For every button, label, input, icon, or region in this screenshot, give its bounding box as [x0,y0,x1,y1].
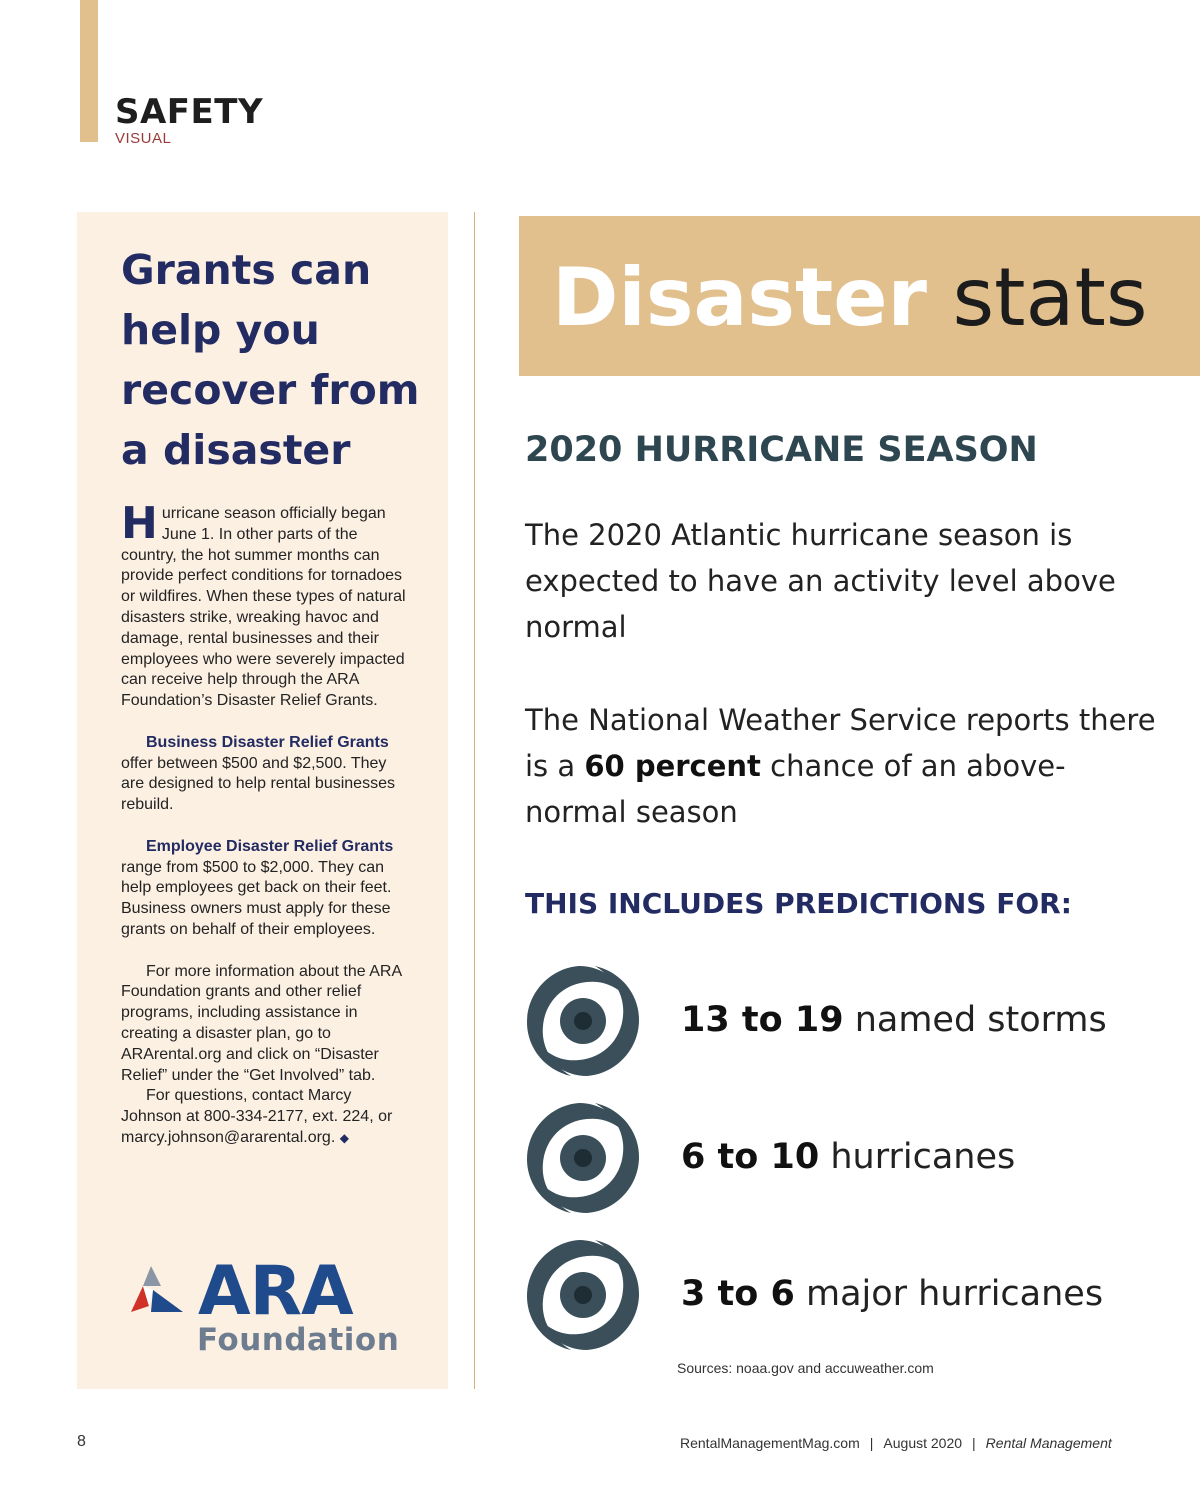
ara-triangle-icon [121,1266,185,1318]
accent-bar [80,0,98,142]
end-mark-icon: ◆ [339,1130,349,1145]
drop-cap: H [121,498,158,549]
more-info-paragraph: For more information about the ARA Foundation grants and other relief programs, including assistance in creating a disaster plan, go to ARArental.org and click on “Disaster Relief” under the “Get Involved” tab. [121,962,402,1084]
section-subtitle: VISUAL [115,130,172,147]
hurricane-icon [521,1236,645,1354]
prediction-text [681,1000,1107,1040]
employee-grants-paragraph [121,837,411,941]
footer-date: August 2020 [883,1435,963,1451]
page-footer [680,1435,1112,1451]
prediction-row [521,962,1161,1082]
hurricane-icon [521,1099,645,1217]
prediction-row [521,1099,1161,1219]
prediction-text [681,1274,1103,1314]
page-number: 8 [77,1433,86,1450]
intro-text: urricane season officially began June 1. In other parts of the country, the hot summer months can provide perfect conditions for tornadoes or wildfires. When these types of natural disasters strike, wreaking havoc and damage, rental businesses and their employees who were severely impacted can receive help through the ARA Foundation’s Disaster Relief Grants. [121,505,406,710]
season-paragraph-1: The 2020 Atlantic hurricane season is expected to have an activity level above normal [525,518,1116,644]
prediction-range: 6 to 10 [681,1137,820,1177]
section-title: SAFETY [115,92,264,132]
banner-title-bold: Disaster [552,251,927,344]
employee-grants-text: range from $500 to $2,000. They can help employees get back on their feet. Business owners must apply for these grants on behalf of their employees. [121,858,392,938]
para2-bold: 60 percent [584,749,761,783]
business-grants-label: Business Disaster Relief Grants [146,733,389,751]
season-paragraph-2 [525,697,1165,835]
employee-grants-label: Employee Disaster Relief Grants [146,837,394,855]
season-heading: 2020 HURRICANE SEASON [525,430,1038,470]
prediction-label: major hurricanes [794,1274,1104,1314]
footer-publication: Rental Management [985,1435,1112,1451]
business-grants-text: offer between $500 and $2,500. They are designed to help rental businesses rebuild. [121,754,395,814]
banner-title-rest: stats [952,251,1148,344]
para2-pre: The National Weather Service reports there is a [525,703,1156,783]
hurricane-icon [521,962,645,1080]
prediction-text [681,1137,1015,1177]
ara-logo-text: ARA [198,1252,353,1331]
intro-paragraph [121,498,411,712]
predictions-heading: THIS INCLUDES PREDICTIONS FOR: [525,887,1072,920]
sources-note: Sources: noaa.gov and accuweather.com [677,1360,934,1376]
business-grants-paragraph [121,733,411,816]
prediction-range: 13 to 19 [681,1000,844,1040]
questions-paragraph [121,1086,411,1148]
prediction-label: hurricanes [819,1137,1016,1177]
banner-title [552,250,1148,346]
ara-foundation-logo [121,1252,411,1360]
footer-separator: | [972,1435,976,1451]
footer-separator: | [869,1435,874,1451]
prediction-label: named storms [843,1000,1107,1040]
para2-post: chance of an above-normal season [525,749,1066,829]
prediction-row [521,1236,1161,1356]
sidebar-body [121,498,411,1149]
questions-text: For questions, contact Marcy Johnson at 800-334-2177, ext. 224, or marcy.johnson@ararental.org. [121,1087,393,1146]
footer-site: RentalManagementMag.com [680,1435,860,1451]
column-divider [474,212,475,1389]
ara-logo-subtitle: Foundation [197,1322,400,1358]
sidebar-title: Grants can help you recover from a disaster [121,246,420,474]
prediction-range: 3 to 6 [681,1274,795,1314]
grants-sidebar [77,212,448,1389]
disaster-stats-banner [519,216,1200,376]
